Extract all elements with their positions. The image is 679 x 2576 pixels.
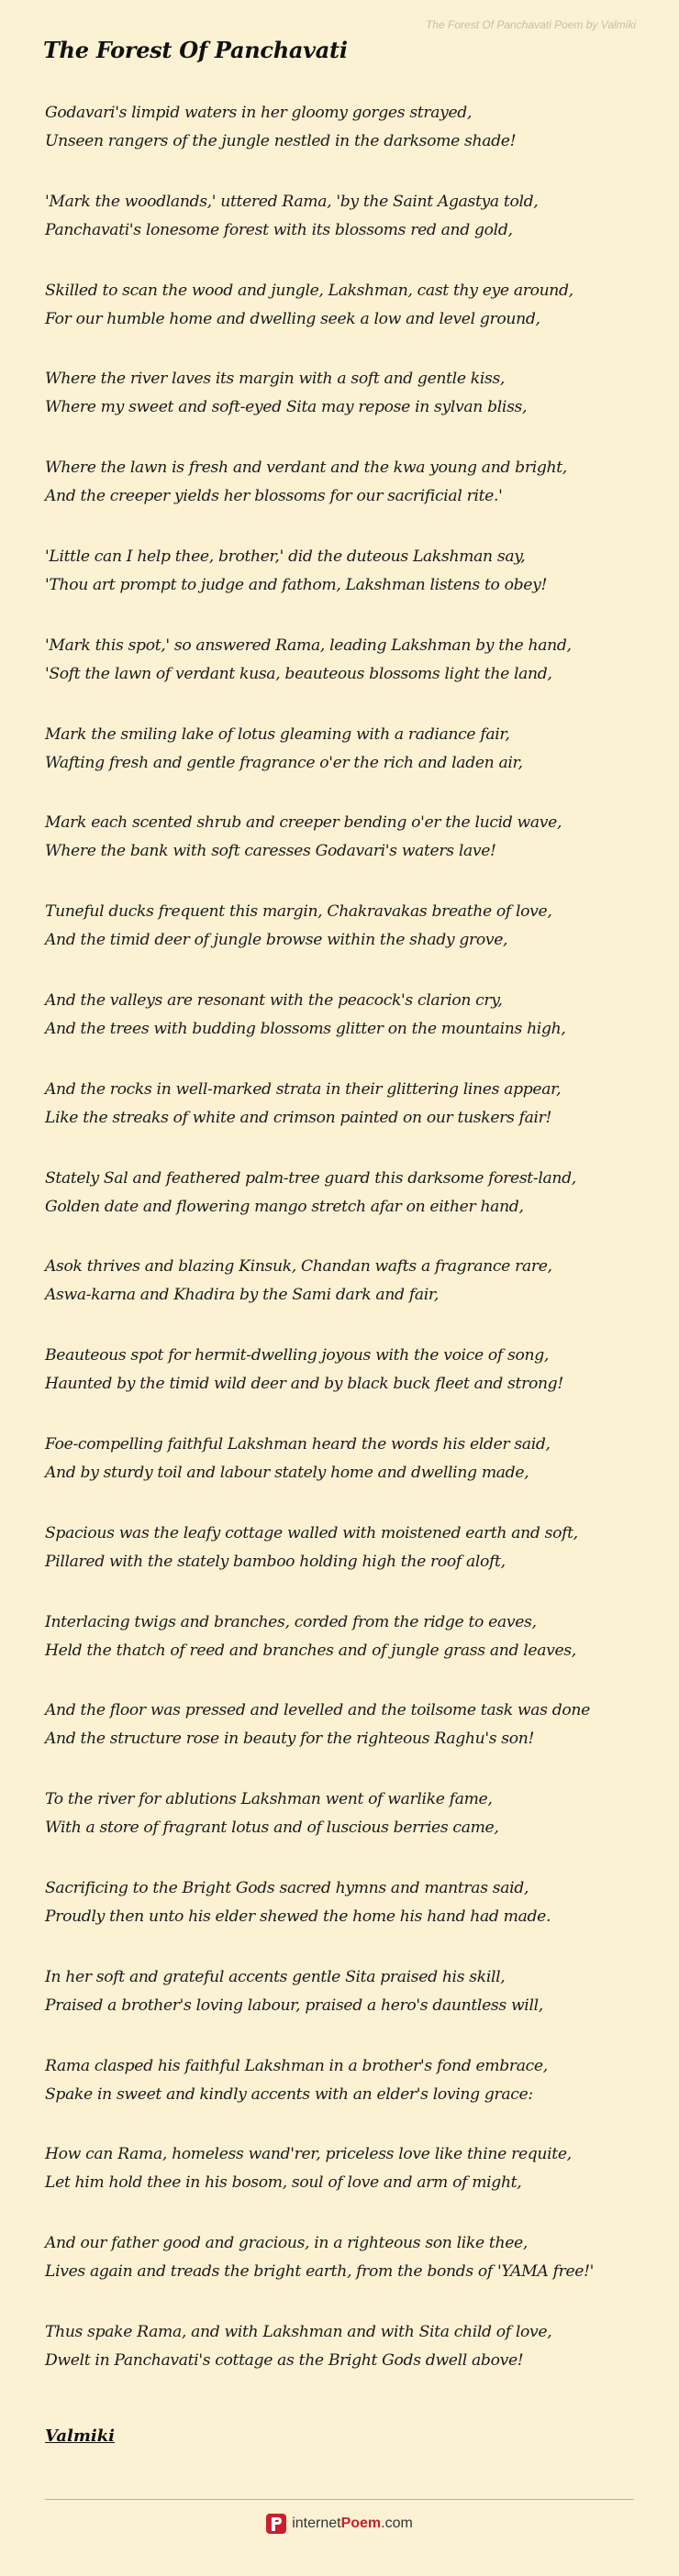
poem-line: And the structure rose in beauty for the righteous Raghu's son! (45, 1730, 535, 1749)
poem-line: Interlacing twigs and branches, corded from the ridge to eaves, (45, 1612, 537, 1631)
poem-line: Haunted by the timid wild deer and by black buck fleet and strong! (45, 1375, 563, 1394)
watermark: The Forest Of Panchavati Poem by Valmiki (426, 18, 636, 31)
brand-text-com: .com (381, 2515, 413, 2531)
poem-line: And our father good and gracious, in a righteous son like thee, (45, 2234, 528, 2253)
stanza (45, 188, 651, 245)
poem-line: And the creeper yields her blossoms for our sacrificial rite.' (45, 487, 503, 506)
poem-line: Spake in sweet and kindly accents with an elder's loving grace: (45, 2084, 533, 2104)
poem-line: In her soft and grateful accents gentle Sita praised his skill, (45, 1967, 506, 1986)
poem-line: With a store of fragrant lotus and of luscious berries came, (45, 1819, 499, 1838)
stanza (45, 1963, 651, 2020)
stanza (45, 277, 651, 334)
poem-line: Proudly then unto his elder shewed the home his hand had made. (45, 1907, 551, 1926)
poem-line: And by sturdy toil and labour stately home and dwelling made, (45, 1463, 529, 1482)
footer-divider (45, 2499, 634, 2500)
poem-line: Rama clasped his faithful Lakshman in a brother's fond embrace, (45, 2056, 548, 2075)
poem-line: 'Mark the woodlands,' uttered Rama, 'by the Saint Agastya told, (45, 192, 539, 211)
stanza (45, 2229, 651, 2286)
poem-line: Aswa-karna and Khadira by the Sami dark and fair, (45, 1286, 439, 1305)
poem-line: Skilled to scan the wood and jungle, Lakshman, cast thy eye around, (45, 281, 573, 300)
stanza (45, 1342, 651, 1399)
poem-line: 'Soft the lawn of verdant kusa, beauteous blossoms light the land, (45, 664, 552, 683)
stanza (45, 1874, 651, 1931)
stanza (45, 1697, 651, 1753)
poem-line: Tuneful ducks frequent this margin, Chakravakas breathe of love, (45, 902, 552, 922)
poem-line: Dwelt in Panchavati's cottage as the Bright Gods dwell above! (45, 2350, 524, 2370)
stanza (45, 2140, 651, 2197)
poem-line: Golden date and flowering mango stretch afar on either hand, (45, 1197, 524, 1216)
brand-text-poem: Poem (340, 2515, 382, 2531)
poem-line: Unseen rangers of the jungle nestled in the darksome shade! (45, 132, 517, 150)
poem-body (45, 99, 651, 2407)
stanza (45, 1165, 651, 1222)
stanza (45, 987, 651, 1044)
stanza (45, 99, 651, 156)
poem-line: Foe-compelling faithful Lakshman heard the words his elder said, (45, 1434, 551, 1454)
poem-line: Panchavati's lonesome forest with its blossoms red and gold, (45, 220, 513, 239)
poem-line: Sacrificing to the Bright Gods sacred hymns and mantras said, (45, 1878, 529, 1897)
poem-line: Asok thrives and blazing Kinsuk, Chandan wafts a fragrance rare, (45, 1257, 552, 1277)
poem-line: Spacious was the leafy cottage walled with moistened earth and soft, (45, 1523, 578, 1542)
poem-line: And the trees with budding blossoms glitter on the mountains high, (45, 1019, 566, 1038)
poem-line: Stately Sal and feathered palm-tree guard this darksome forest-land, (45, 1168, 576, 1188)
poem-line: Thus spake Rama, and with Lakshman and with Sita child of love, (45, 2322, 552, 2341)
poem-line: Wafting fresh and gentle fragrance o'er the rich and laden air, (45, 753, 523, 772)
poem-line: For our humble home and dwelling seek a low and level ground, (45, 309, 540, 328)
poem-line: Godavari's limpid waters in her gloomy gorges strayed, (45, 104, 473, 122)
poem-line: Like the streaks of white and crimson painted on our tuskers fair! (45, 1108, 552, 1127)
stanza (45, 1520, 651, 1576)
poem-line: Where the river laves its margin with a soft and gentle kiss, (45, 370, 506, 389)
brand-text-internet: internet (292, 2515, 341, 2531)
stanza (45, 2318, 651, 2375)
poem-line: How can Rama, homeless wand'rer, priceless love like thine requite, (45, 2145, 572, 2164)
stanza (45, 632, 651, 689)
poem-line: Praised a brother's loving labour, praised a hero's dauntless will, (45, 1996, 543, 2015)
poem-line: 'Mark this spot,' so answered Rama, leading Lakshman by the hand, (45, 636, 572, 655)
poem-line: Mark the smiling lake of lotus gleaming with a radiance fair, (45, 724, 510, 744)
poem-line: Where my sweet and soft-eyed Sita may repose in sylvan bliss, (45, 398, 528, 417)
poem-line: Mark each scented shrub and creeper bending o'er the lucid wave, (45, 813, 562, 833)
poem-author[interactable]: Valmiki (45, 2427, 116, 2446)
stanza (45, 365, 651, 422)
stanza (45, 1076, 651, 1133)
poem-line: 'Thou art prompt to judge and fathom, Lakshman listens to obey! (45, 575, 548, 594)
poem-line: Pillared with the stately bamboo holding high the roof aloft, (45, 1552, 506, 1571)
poem-line: Beauteous spot for hermit-dwelling joyous with the voice of song, (45, 1346, 549, 1365)
poem-line: And the valleys are resonant with the peacock's clarion cry, (45, 990, 503, 1010)
internetpoem-logo-icon (266, 2514, 286, 2534)
stanza (45, 898, 651, 955)
poem-line: And the rocks in well-marked strata in their glittering lines appear, (45, 1079, 562, 1099)
stanza (45, 454, 651, 511)
poem-line: Lives again and treads the bright earth, from the bonds of 'YAMA free!' (45, 2262, 595, 2282)
stanza (45, 1786, 651, 1842)
brand-text (292, 2515, 413, 2532)
poem-line: Let him hold thee in his bosom, soul of love and arm of might, (45, 2173, 522, 2193)
stanza (45, 721, 651, 778)
poem-line: To the river for ablutions Lakshman went of warlike fame, (45, 1790, 493, 1809)
stanza (45, 1431, 651, 1487)
stanza (45, 809, 651, 866)
stanza (45, 2052, 651, 2109)
poem-line: And the timid deer of jungle browse within the shady grove, (45, 931, 508, 950)
poem-line: And the floor was pressed and levelled and the toilsome task was done (45, 1701, 590, 1720)
stanza (45, 1609, 651, 1665)
stanza (45, 543, 651, 600)
poem-title: The Forest Of Panchavati (43, 37, 348, 63)
stanza (45, 1253, 651, 1310)
poem-line: 'Little can I help thee, brother,' did the duteous Lakshman say, (45, 547, 526, 566)
poem-line: Held the thatch of reed and branches and of jungle grass and leaves, (45, 1641, 576, 1660)
poem-line: Where the lawn is fresh and verdant and the kwa young and bright, (45, 459, 567, 478)
poem-line: Where the bank with soft caresses Godavari's waters lave! (45, 842, 496, 861)
site-brand-link[interactable] (0, 2514, 679, 2534)
